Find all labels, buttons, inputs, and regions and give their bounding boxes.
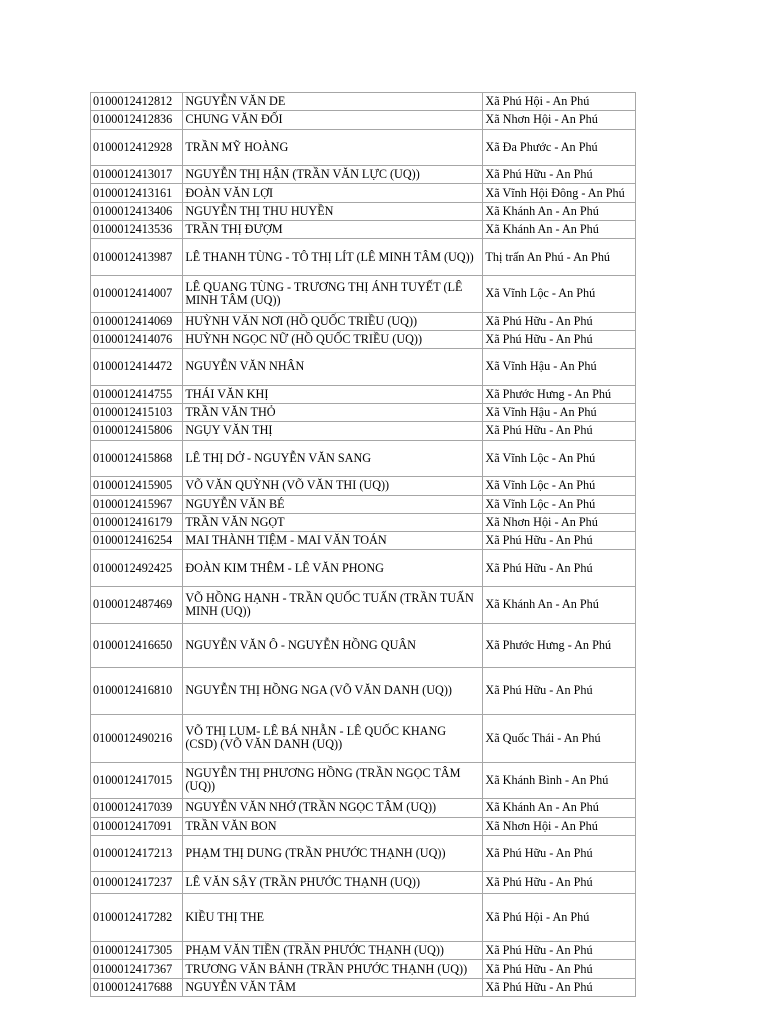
address-cell: Thị trấn An Phú - An Phú <box>483 239 636 276</box>
table-row <box>91 93 636 111</box>
table-row <box>91 349 636 386</box>
address-cell: Xã Nhơn Hội - An Phú <box>483 817 636 835</box>
account-code-cell: 0100012490216 <box>91 715 183 763</box>
table-row <box>91 532 636 550</box>
table-row <box>91 715 636 763</box>
table-row <box>91 312 636 330</box>
name-cell: MAI THÀNH TIỆM - MAI VĂN TOÁN <box>183 532 483 550</box>
account-code-cell: 0100012415967 <box>91 495 183 513</box>
address-cell: Xã Khánh Bình - An Phú <box>483 762 636 799</box>
name-cell: VÕ THỊ LUM- LÊ BÁ NHẪN - LÊ QUỐC KHANG (CSD) (VÕ VĂN DANH (UQ)) <box>183 715 483 763</box>
table-row <box>91 184 636 202</box>
name-cell: NGUYỄN THỊ HẬN (TRẦN VĂN LỰC (UQ)) <box>183 166 483 184</box>
account-code-cell: 0100012415905 <box>91 477 183 495</box>
address-cell: Xã Phú Hữu - An Phú <box>483 550 636 587</box>
account-code-cell: 0100012415868 <box>91 440 183 477</box>
table-row <box>91 385 636 403</box>
account-code-cell: 0100012417015 <box>91 762 183 799</box>
account-code-cell: 0100012417367 <box>91 960 183 978</box>
table-row <box>91 623 636 667</box>
account-code-cell: 0100012487469 <box>91 587 183 624</box>
name-cell: KIỀU THỊ THE <box>183 894 483 942</box>
address-cell: Xã Quốc Thái - An Phú <box>483 715 636 763</box>
address-cell: Xã Phú Hữu - An Phú <box>483 422 636 440</box>
name-cell: TRƯƠNG VĂN BẢNH (TRẦN PHƯỚC THẠNH (UQ)) <box>183 960 483 978</box>
table-row <box>91 835 636 872</box>
account-code-cell: 0100012492425 <box>91 550 183 587</box>
table-row <box>91 978 636 996</box>
address-cell: Xã Phú Hữu - An Phú <box>483 942 636 960</box>
table-row <box>91 550 636 587</box>
name-cell: NGUYỄN VĂN NHỚ (TRẦN NGỌC TÂM (UQ)) <box>183 799 483 817</box>
address-cell: Xã Vĩnh Lộc - An Phú <box>483 440 636 477</box>
account-code-cell: 0100012416810 <box>91 667 183 715</box>
table-row <box>91 477 636 495</box>
table-row <box>91 495 636 513</box>
account-code-cell: 0100012417282 <box>91 894 183 942</box>
address-cell: Xã Phước Hưng - An Phú <box>483 623 636 667</box>
address-cell: Xã Khánh An - An Phú <box>483 221 636 239</box>
account-code-cell: 0100012417091 <box>91 817 183 835</box>
name-cell: TRẦN VĂN BON <box>183 817 483 835</box>
address-cell: Xã Phú Hội - An Phú <box>483 93 636 111</box>
address-cell: Xã Phú Hữu - An Phú <box>483 166 636 184</box>
account-code-cell: 0100012413406 <box>91 202 183 220</box>
records-table <box>90 92 636 997</box>
name-cell: VÕ VĂN QUỲNH (VÕ VĂN THI (UQ)) <box>183 477 483 495</box>
name-cell: NGUYỄN VĂN Ô - NGUYỄN HỒNG QUÂN <box>183 623 483 667</box>
table-row <box>91 275 636 312</box>
name-cell: LÊ THỊ DỞ - NGUYỄN VĂN SANG <box>183 440 483 477</box>
name-cell: NGUYỄN VĂN DE <box>183 93 483 111</box>
account-code-cell: 0100012417039 <box>91 799 183 817</box>
table-row <box>91 894 636 942</box>
name-cell: NGUYỄN THỊ PHƯƠNG HỒNG (TRẦN NGỌC TÂM (UQ)) <box>183 762 483 799</box>
account-code-cell: 0100012416179 <box>91 513 183 531</box>
account-code-cell: 0100012412812 <box>91 93 183 111</box>
name-cell: NGUYỄN VĂN TÂM <box>183 978 483 996</box>
name-cell: TRẦN VĂN THỎ <box>183 404 483 422</box>
address-cell: Xã Phú Hữu - An Phú <box>483 978 636 996</box>
account-code-cell: 0100012413017 <box>91 166 183 184</box>
table-row <box>91 330 636 348</box>
address-cell: Xã Vĩnh Lộc - An Phú <box>483 477 636 495</box>
account-code-cell: 0100012412836 <box>91 111 183 129</box>
name-cell: THÁI VĂN KHỊ <box>183 385 483 403</box>
table-row <box>91 440 636 477</box>
account-code-cell: 0100012415103 <box>91 404 183 422</box>
address-cell: Xã Phú Hữu - An Phú <box>483 312 636 330</box>
account-code-cell: 0100012417213 <box>91 835 183 872</box>
account-code-cell: 0100012413987 <box>91 239 183 276</box>
table-row <box>91 202 636 220</box>
table-row <box>91 404 636 422</box>
records-table-body <box>91 93 636 997</box>
address-cell: Xã Nhơn Hội - An Phú <box>483 513 636 531</box>
name-cell: CHUNG VĂN ĐỐI <box>183 111 483 129</box>
account-code-cell: 0100012415806 <box>91 422 183 440</box>
table-row <box>91 221 636 239</box>
address-cell: Xã Phú Hội - An Phú <box>483 894 636 942</box>
name-cell: PHẠM VĂN TIỀN (TRẦN PHƯỚC THẠNH (UQ)) <box>183 942 483 960</box>
account-code-cell: 0100012414472 <box>91 349 183 386</box>
table-row <box>91 422 636 440</box>
name-cell: NGỤY VĂN THỊ <box>183 422 483 440</box>
account-code-cell: 0100012414755 <box>91 385 183 403</box>
name-cell: NGUYỄN THỊ HỒNG NGA (VÕ VĂN DANH (UQ)) <box>183 667 483 715</box>
address-cell: Xã Vĩnh Lộc - An Phú <box>483 275 636 312</box>
table-row <box>91 166 636 184</box>
address-cell: Xã Khánh An - An Phú <box>483 202 636 220</box>
name-cell: HUỲNH NGỌC NỮ (HỒ QUỐC TRIỀU (UQ)) <box>183 330 483 348</box>
account-code-cell: 0100012416650 <box>91 623 183 667</box>
account-code-cell: 0100012417688 <box>91 978 183 996</box>
address-cell: Xã Đa Phước - An Phú <box>483 129 636 166</box>
table-row <box>91 587 636 624</box>
name-cell: ĐOÀN KIM THÊM - LÊ VĂN PHONG <box>183 550 483 587</box>
table-row <box>91 513 636 531</box>
name-cell: LÊ THANH TÙNG - TÔ THỊ LÍT (LÊ MINH TÂM (UQ)) <box>183 239 483 276</box>
table-row <box>91 111 636 129</box>
name-cell: NGUYỄN VĂN NHÂN <box>183 349 483 386</box>
address-cell: Xã Vĩnh Hậu - An Phú <box>483 349 636 386</box>
table-row <box>91 942 636 960</box>
name-cell: TRẦN VĂN NGỌT <box>183 513 483 531</box>
address-cell: Xã Nhơn Hội - An Phú <box>483 111 636 129</box>
table-row <box>91 817 636 835</box>
table-row <box>91 762 636 799</box>
address-cell: Xã Phú Hữu - An Phú <box>483 872 636 894</box>
account-code-cell: 0100012412928 <box>91 129 183 166</box>
table-row <box>91 872 636 894</box>
table-row <box>91 129 636 166</box>
name-cell: PHẠM THỊ DUNG (TRẦN PHƯỚC THẠNH (UQ)) <box>183 835 483 872</box>
account-code-cell: 0100012413536 <box>91 221 183 239</box>
table-row <box>91 667 636 715</box>
name-cell: TRẦN MỸ HOÀNG <box>183 129 483 166</box>
name-cell: VÕ HỒNG HẠNH - TRẦN QUỐC TUẤN (TRẦN TUẤN MINH (UQ)) <box>183 587 483 624</box>
table-row <box>91 960 636 978</box>
account-code-cell: 0100012413161 <box>91 184 183 202</box>
account-code-cell: 0100012416254 <box>91 532 183 550</box>
name-cell: HUỲNH VĂN NƠI (HỒ QUỐC TRIỀU (UQ)) <box>183 312 483 330</box>
name-cell: LÊ QUANG TÙNG - TRƯƠNG THỊ ÁNH TUYẾT (LÊ MINH TÂM (UQ)) <box>183 275 483 312</box>
table-row <box>91 799 636 817</box>
table-row <box>91 239 636 276</box>
name-cell: TRẦN THỊ ĐƯỢM <box>183 221 483 239</box>
account-code-cell: 0100012414076 <box>91 330 183 348</box>
address-cell: Xã Khánh An - An Phú <box>483 799 636 817</box>
address-cell: Xã Phước Hưng - An Phú <box>483 385 636 403</box>
name-cell: NGUYỄN THỊ THU HUYỀN <box>183 202 483 220</box>
account-code-cell: 0100012414069 <box>91 312 183 330</box>
address-cell: Xã Vĩnh Hội Đông - An Phú <box>483 184 636 202</box>
account-code-cell: 0100012417305 <box>91 942 183 960</box>
address-cell: Xã Phú Hữu - An Phú <box>483 835 636 872</box>
address-cell: Xã Khánh An - An Phú <box>483 587 636 624</box>
address-cell: Xã Vĩnh Hậu - An Phú <box>483 404 636 422</box>
address-cell: Xã Phú Hữu - An Phú <box>483 667 636 715</box>
address-cell: Xã Vĩnh Lộc - An Phú <box>483 495 636 513</box>
address-cell: Xã Phú Hữu - An Phú <box>483 960 636 978</box>
address-cell: Xã Phú Hữu - An Phú <box>483 330 636 348</box>
address-cell: Xã Phú Hữu - An Phú <box>483 532 636 550</box>
name-cell: NGUYỄN VĂN BÉ <box>183 495 483 513</box>
name-cell: ĐOÀN VĂN LỢI <box>183 184 483 202</box>
name-cell: LÊ VĂN SẬY (TRẦN PHƯỚC THẠNH (UQ)) <box>183 872 483 894</box>
account-code-cell: 0100012417237 <box>91 872 183 894</box>
account-code-cell: 0100012414007 <box>91 275 183 312</box>
